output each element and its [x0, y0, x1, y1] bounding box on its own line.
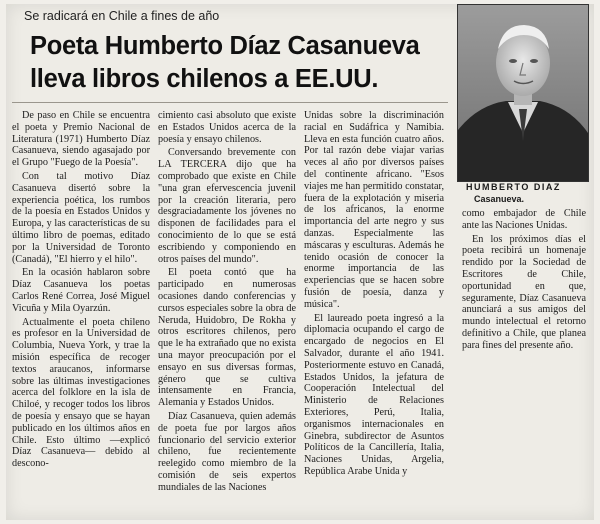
photo-caption-subname: Casanueva. — [474, 194, 525, 204]
headline-divider — [12, 102, 448, 103]
paragraph: De paso en Chile se encuentra el poeta y Premio Nacional de Literatura (1971) Humberto Díaz Casanueva, siendo agasajado por el Grupo "Fuego de la Poesía". — [12, 110, 150, 169]
article-column-2 — [158, 110, 296, 494]
paragraph: Conversando brevemente con LA TERCERA dijo que ha comprobado que existe en Chile "una gran efervescencia juvenil por la creación literaria, pero desgraciadamente los jóvenes no disponen de facilidades para el conocimiento de lo que se está escribiendo y componiendo en otros países del mundo". — [158, 147, 296, 265]
photo-caption-name: HUMBERTO DIAZ — [466, 182, 561, 192]
paragraph: Unidas sobre la discriminación racial en Sudáfrica y Namibia. Lleva en esta función cuatro años. Por tal razón debe viajar varias veces al año por diversos países del continente africano. "Esos viajes me han permitido constatar, fuera de la explotación y miseria de los africanos, la enorme importancia del arte negro y sus danzas. Especialmente las máscaras y esculturas. Además he tenido ocasión de conocer la enorme importancia de las experiencias que se hacen sobre fusión de poesía, danza y música". — [304, 110, 444, 310]
kicker-text: Se radicará en Chile a fines de año — [24, 9, 220, 23]
article-column-3 — [304, 110, 444, 478]
article-column-4 — [462, 208, 586, 352]
paragraph: como embajador de Chile ante las Naciones Unidas. — [462, 208, 586, 231]
paragraph: En los próximos días el poeta recibirá un homenaje rendido por la Sociedad de Escritores de Chile, oportunidad en que, seguramente, Díaz Casanueva anunciará a sus amigos del mundo intelectual el retorno definitivo a Chile, que planea para fines del presente año. — [462, 233, 586, 351]
article-column-1 — [12, 110, 150, 470]
paragraph: El laureado poeta ingresó a la diplomacia ocupando el cargo de encargado de negocios en El Salvador, durante el año 1941. Posteriormente estuvo en Canadá, Estados Unidos, la jefatura de Cooperación Intelectual del Ministerio de Relaciones Exteriores, Perú, Italia, organismos internacionales en Ginebra, subdirector de Asuntos Políticos de la Cancillería, Italia, Naciones Unidas, Argelia, República Arabe Unida y — [304, 312, 444, 477]
paragraph: Con tal motivo Díaz Casanueva disertó sobre la experiencia poética, los rumbos de la poesía en Estados Unidos y Europa, y las características de su último libro de poemas, editado por la Universidad de Toronto (Canadá), "El hierro y el hilo". — [12, 170, 150, 265]
paragraph: En la ocasión hablaron sobre Díaz Casanueva los poetas Carlos René Correa, José Miguel Vicuña y Mila Oyarzún. — [12, 267, 150, 314]
author-photo — [457, 4, 589, 182]
headline-line-1: Poeta Humberto Díaz Casanueva — [30, 32, 420, 60]
paragraph: cimiento casi absoluto que existe en Estados Unidos acerca de la poesía y ensayo chilenos. — [158, 110, 296, 145]
paragraph: El poeta contó que ha participado en numerosas ocasiones dando conferencias y cursos especiales sobre la obra de Neruda, Huidobro, De Rokha y otros escritores chilenos, pero que le ha extrañado que no exista una mayor preocupación por el ensayo en sus diversas formas, género que se cultiva intensamente en Francia, Alemania y Estados Unidos. — [158, 267, 296, 409]
paragraph: Actualmente el poeta chileno es profesor en la Universidad de Columbia, Nueva York, y trae la misión específica de recoger textos araucanos, informarse sobre las últimas investigaciones acerca del folklore en la isla de Chiloé, y recoger todos los libros de poesía y ensayo que se hayan publicado en los últimos años en Chile. Esto último —explicó Díaz Casanueva— debido al descono- — [12, 316, 150, 470]
paragraph: Díaz Casanueva, quien además de poeta fue por largos años funcionario del servicio exterior chileno, fue recientemente reelegido como miembro de la comisión de seis expertos mundiales de las Naciones — [158, 410, 296, 493]
headline — [30, 30, 450, 96]
headline-line-2: lleva libros chilenos a EE.UU. — [30, 65, 379, 93]
